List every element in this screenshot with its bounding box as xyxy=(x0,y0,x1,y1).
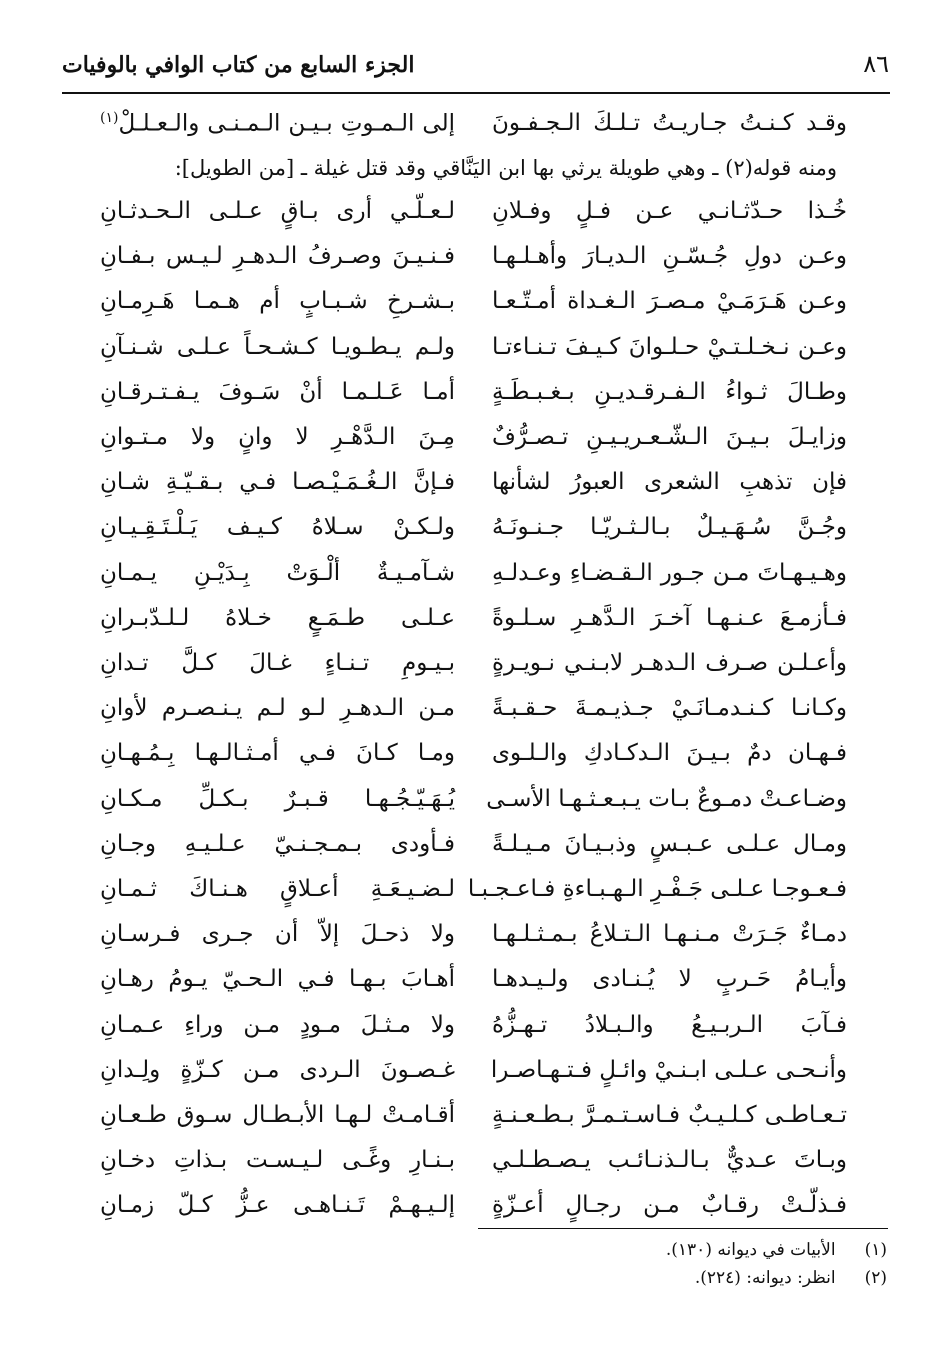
footnote xyxy=(467,1268,887,1288)
verse-line xyxy=(0,966,947,1016)
hemistich-second: غـصـونَ الـردى مـن كـزّةٍ ولِـدانِ xyxy=(100,1056,455,1083)
hemistich-first: خُـذا حـدّثـانـي عـن فـلٍ وفـلانِ xyxy=(492,198,847,224)
hemistich-first: وهـيـهـاتَ مـن جـور الـقـضـاءِ وعـدلـهِ xyxy=(492,559,847,586)
verse-line xyxy=(0,650,947,700)
hemistich-first: فإن تذهبِ الشعرى العبورُ لشأنها xyxy=(492,469,847,496)
verse-line xyxy=(0,379,947,429)
hemistich-first: وأنـحـى عـلـى ابـنـيْ وائـلٍ فـتـهـاصـرا xyxy=(490,1056,847,1083)
footnote-number: (٢) xyxy=(864,1268,887,1288)
hemistich-second: يُـهَـيّـجُـهـا قـبـرٌ بـكـلِّ مـكـانِ xyxy=(100,785,455,812)
hemistich-first: دمـاءٌ جَـرَتْ مـنـهـا الـتـلاعُ بـمـثـلـهـا xyxy=(492,921,847,948)
hemistich-first: وأيـامُ حَـربٍ لا يُـنـادى ولـيـدهـا xyxy=(492,966,847,993)
verse-line xyxy=(0,560,947,610)
header-divider xyxy=(62,92,890,94)
footnote-ref: (١) xyxy=(100,110,119,126)
verse-line xyxy=(0,1102,947,1152)
page-number: ٨٦ xyxy=(863,50,889,78)
hemistich-second: إلـيـهـمْ تَـنـاهـى عـزُّ كـلّ زمـانِ xyxy=(100,1192,455,1219)
hemistich-first: فـذلّـتْ رقـابٌ مـن رجـالٍ أعـزّةٍ xyxy=(492,1192,847,1219)
hemistich-second: مـن الـدهـرِ لـو لـم يـنـصـرم لأوانِ xyxy=(100,695,455,722)
hemistich-second: لـضـيـعَـةِ أعـلاقٍ هـنـاكَ ثـمـانِ xyxy=(100,876,455,902)
verse-line xyxy=(0,243,947,293)
hemistich-first: تـعـاطـى كـلـيـبٌ فـاسـتـمـرَّ بـطـعـنـةٍ xyxy=(492,1102,847,1128)
hemistich-second: شـآمـيـةٌ ألْـوَتْ بِـدَيْـنِ يـمـانِ xyxy=(100,559,455,586)
hemistich-first: وعـن دولِ جُـسّـنِ الـديـارَ وأهـلـهـا xyxy=(492,243,847,270)
hemistich-first: فـآبَ الـربـيـعُ والـبـلادُ تـهـزُّهُ xyxy=(492,1011,847,1038)
footnote-text: انظر: ديوانه: (٢٢٤). xyxy=(694,1268,836,1288)
hemistich-second: بـنـارِ وغًـى لـيـسـت بـذاتِ دخـانِ xyxy=(100,1147,455,1174)
verse-line xyxy=(0,921,947,971)
hemistich-second: فـأودى بـمـجـنـيّ عـلـيـهِ وجـانِ xyxy=(100,830,455,857)
hemistich-first: فـهـان دمٌ بـيـنَ الـدكـادكِ والـلـوى xyxy=(492,740,847,767)
hemistich-first: وطـالَ ثـواءُ الـفـرقـديـنِ بـغـبـطَـةٍ xyxy=(492,378,847,405)
verse-line xyxy=(0,876,947,926)
verse-line xyxy=(0,110,947,160)
intro-line: ومنه قوله(٢) ـ وهي طويلة يرثي بها ابن اليَنَّاقي وقد قتل غيلة ـ [من الطويل]: xyxy=(174,156,837,180)
hemistich-second: ولـم يـطـويـا كـشـحـاً عـلـى شـنـآنِ xyxy=(100,333,455,360)
hemistich-second: بـيـومِ تـنـاءٍ غـالَ كـلَّ تـدانِ xyxy=(100,650,455,676)
hemistich-first: فـأزمـعَ عـنـهـا آخـرَ الـدَّهـرِ سـلـوةً xyxy=(492,604,847,631)
verse-line xyxy=(0,198,947,248)
hemistich-second: فـإنَّ الـغُـمَـيْـصـا فـي بـقـيّـةِ شـانِ xyxy=(100,469,455,496)
verse-line xyxy=(0,786,947,836)
footnote xyxy=(467,1240,887,1260)
verse-line xyxy=(0,605,947,655)
verse-line xyxy=(0,1192,947,1242)
hemistich-first: وعـن نـخـلـتـيْ حـلـوانَ كـيـفَ تـنـاءتـا xyxy=(492,333,847,360)
verse-text: وقـد كـنـتُ جـاريـتُ تـلـكَ الـجـفـونَ xyxy=(492,110,847,136)
hemistich-first: وبـاتَ عـديٌّ بـالـذنـائـب يـصـطـلـي xyxy=(492,1147,847,1174)
verse-line xyxy=(0,1147,947,1197)
hemistich-second: أمـا عَـلـمـا أنْ سَـوفَ يـفـتـرقـانِ xyxy=(100,378,455,405)
hemistich-first: وزايـلَ بـيـنَ الـشّـعـريـيـنِ تـصـرُّفٌ xyxy=(492,424,847,450)
hemistich-first: وعـن هَـرَمَـيْ مـصـرَ الـغـداة أمـتّـعـا xyxy=(492,288,847,315)
verse-line xyxy=(0,831,947,881)
footnote-divider xyxy=(478,1228,888,1229)
hemistich-second: فـنـيـنَ وصـرفُ الـدهـرِ لـيـس بـفـانِ xyxy=(100,243,455,270)
verse-line xyxy=(0,469,947,519)
hemistich-first: وجُـنَّ سُـهَـيـلٌ بـالـثـريّـا جـنـونَـهُ xyxy=(492,514,847,541)
verse-line xyxy=(0,1012,947,1062)
hemistich-second xyxy=(100,110,455,137)
hemistich-second: لـعـلّـي أرى بـاقٍ عـلـى الـحـدثـانِ xyxy=(100,198,455,224)
hemistich-first: ومـال عـلـى عـبـسٍ وذبـيـانَ مـيـلـةً xyxy=(492,830,847,857)
footnote-number: (١) xyxy=(864,1240,887,1260)
hemistich-first: وأعـلـن صـرف الـدهـر لابـنـي نـويـرةٍ xyxy=(492,650,847,676)
hemistich-first: فـعـوجـا عـلـى جَـفْـرِ الـهـبـاءةِ فـاعـجـبـا xyxy=(467,876,847,902)
hemistich-second: ومـا كـانَ فـي أمـثـالـهـا بِـمُـهـانِ xyxy=(100,740,455,767)
verse-line xyxy=(0,288,947,338)
hemistich-second: مِـنَ الـدَّهْـرِ لا وانٍ ولا مـتـوانِ xyxy=(100,424,455,450)
verse-line xyxy=(0,334,947,384)
hemistich-second: بـشـرخِ شـبـابٍ أم هـمـا هَـرِمـانِ xyxy=(100,288,455,315)
footnote-text: الأبيات في ديوانه (١٣٠). xyxy=(665,1240,836,1260)
verse-line xyxy=(0,740,947,790)
verse-line xyxy=(0,424,947,474)
hemistich-first xyxy=(492,110,847,136)
hemistich-second: ولا مـثـلَ مـودٍ مـن وراءِ عـمـانِ xyxy=(100,1011,455,1038)
hemistich-second: ولا ذحـلَ إلاّ أن جـرى فـرسـانِ xyxy=(100,921,455,948)
hemistich-second: ولـكـنْ سـلاهُ كـيـف يَـلْـتَـقِـيـانِ xyxy=(100,514,455,541)
hemistich-first: وكـانـا كـنـدمـانَـيْ جـذيـمـةَ حـقـبـةً xyxy=(492,695,847,722)
verse-text: إلى الـمـوتِ بـيـن الـمـنـى والـعـلـلْ xyxy=(118,110,455,137)
verse-line xyxy=(0,514,947,564)
running-title: الجزء السابع من كتاب الوافي بالوفيات xyxy=(62,52,415,78)
verse-line xyxy=(0,695,947,745)
hemistich-first: وضـاعـتْ دمـوعٌ بـات يـبـعـثـهـا الأسـى xyxy=(486,785,847,812)
verse-line xyxy=(0,1057,947,1107)
hemistich-second: أقـامـتْ لـهـا الأبـطـال سـوق طـعـانِ xyxy=(100,1102,455,1128)
hemistich-second: أهـابَ بـهـا فـي الـحـيّ يـومُ رهـانِ xyxy=(100,966,455,993)
hemistich-second: عـلـى طـمَـعٍ خـلاهُ لـلـدّبـرانِ xyxy=(100,604,455,631)
